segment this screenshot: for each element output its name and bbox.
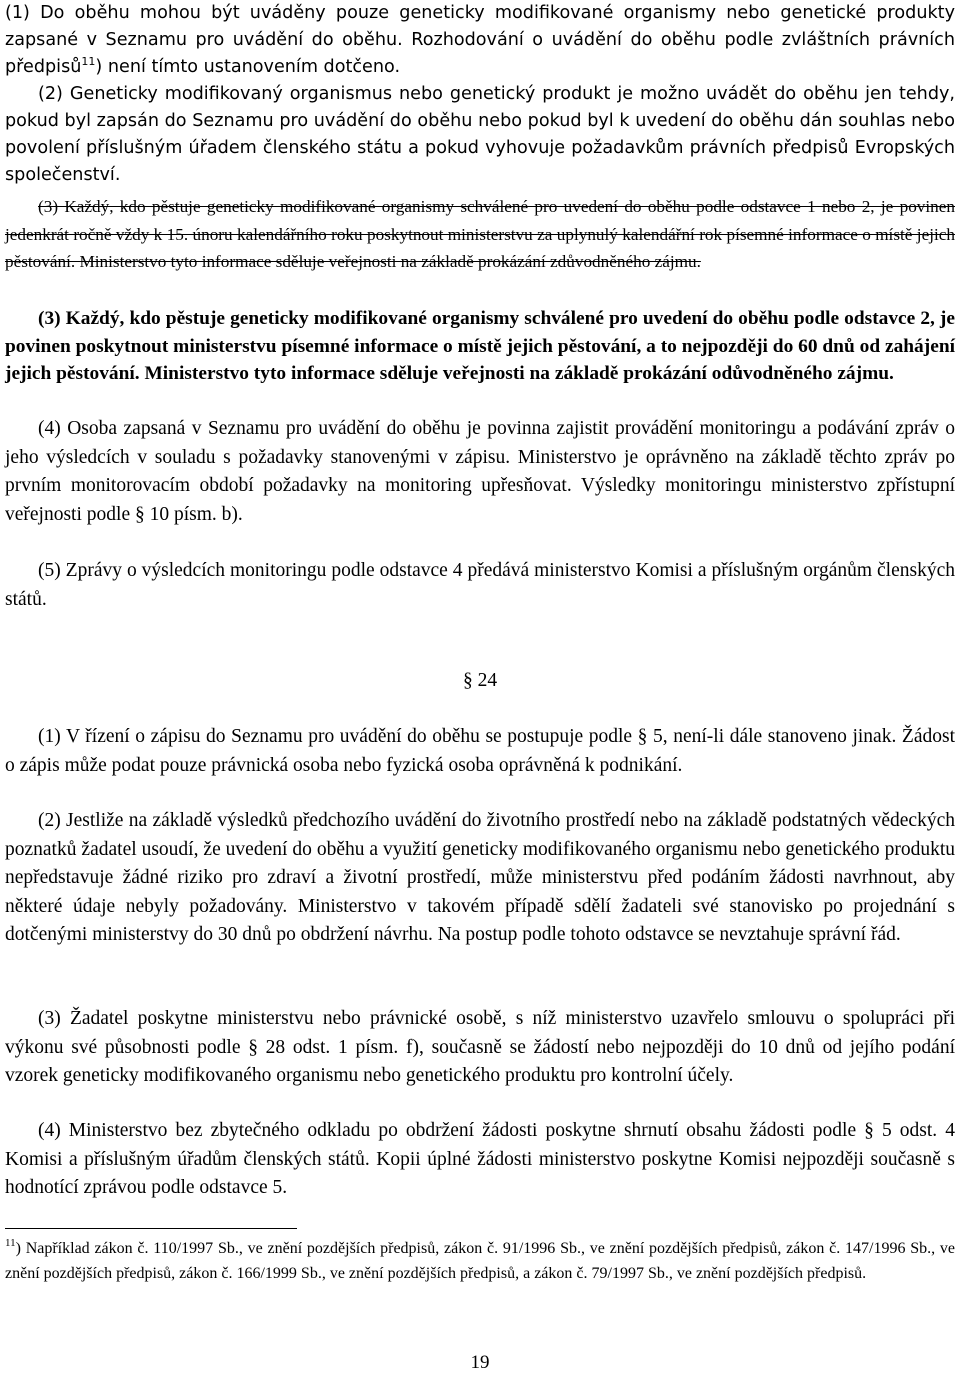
footnote xyxy=(5,1237,955,1286)
section-paragraph-2: (2) Jestliže na základě výsledků předchozího uvádění do životního prostředí nebo na základě podstatných vědeckých poznatků žadatel usoudí, že uvedení do oběhu a využití geneticky modifikovaného organismu nebo genetického produktu nepředstavuje žádné riziko pro zdraví a životní prostředí, může ministerstvu před podáním žádosti navrhnout, aby některé údaje nebyly požadovány. Ministerstvo v takovém případě sdělí žadateli své stanovisko po projednání s dotčenými ministerstvy do 30 dnů po obdržení návrhu. Na postup podle tohoto odstavce se nevztahuje správní řád. xyxy=(5,810,955,945)
paragraph-3-struck: (3) Každý, kdo pěstuje geneticky modifikované organismy schválené pro uvedení do oběhu podle odstavce 1 nebo 2, je povinen jedenkrát ročně vždy k 15. únoru kalendářního roku poskytnout ministerstvu za uplynulý kalendářní rok písemné informace o místě jejich pěstování. Ministerstvo tyto informace sděluje veřejnosti na základě prokázání zdůvodněného zájmu. xyxy=(5,197,955,271)
section-paragraph-3: (3) Žadatel poskytne ministerstvu nebo právnické osobě, s níž ministerstvo uzavřelo smlouvu o spolupráci při výkonu své působnosti podle § 28 odst. 1 písm. f), současně se žádostí nebo nejpozději do 10 dnů od jejího podání vzorek geneticky modifikovaného organismu nebo genetického produktu pro kontrolní účely. xyxy=(5,1008,955,1086)
paragraph-4: (4) Osoba zapsaná v Seznamu pro uvádění do oběhu je povinna zajistit provádění monitoringu a podávání zpráv o jeho výsledcích v souladu s požadavky stanovenými v zápisu. Ministerstvo je oprávněno na základě těchto zpráv po prvním monitorovacím období požadavky na monitoring upřesňovat. Výsledky monitoringu ministerstvo zpřístupní veřejnosti podle § 10 písm. b). xyxy=(5,418,955,525)
paragraph-1-text: (1) Do oběhu mohou být uváděny pouze geneticky modifikované organismy nebo genetické produkty zapsané v Seznamu pro uvádění do oběhu. Rozhodování o uvádění do oběhu podle zvláštních právních předpisů xyxy=(5,3,955,77)
paragraph-3-amended: (3) Každý, kdo pěstuje geneticky modifikované organismy schválené pro uvedení do oběhu podle odstavce 2, je povinen poskytnout ministerstvu písemné informace o místě jejich pěstování, a to nejpozději do 60 dnů od zahájení jejich pěstování. Ministerstvo tyto informace sděluje veřejnosti na základě prokázání odůvodněného zájmu. xyxy=(5,308,955,384)
footnote-text: ) Například zákon č. 110/1997 Sb., ve znění pozdějších předpisů, zákon č. 91/1996 Sb., ve znění pozdějších předpisů, zákon č. 147/1996 Sb., ve znění pozdějších předpisů, zákon č. 166/1999 Sb., ve znění pozdějších předpisů, a zákon č. 79/1997 Sb., ve znění pozdějších předpisů. xyxy=(5,1240,955,1282)
footnote-separator xyxy=(5,1228,297,1229)
paragraph-2: (2) Geneticky modifikovaný organismus nebo genetický produkt je možno uvádět do oběhu jen tehdy, pokud byl zapsán do Seznamu pro uvádění do oběhu nebo pokud byl k uvedení do oběhu dán souhlas nebo povolení příslušným úřadem členského státu a pokud vyhovuje požadavkům právních předpisů Evropských společenství. xyxy=(5,84,955,185)
paragraph-5: (5) Zprávy o výsledcích monitoringu podle odstavce 4 předává ministerstvo Komisi a příslušným orgánům členských států. xyxy=(5,560,955,610)
page-number: 19 xyxy=(470,1352,490,1373)
paragraph-1 xyxy=(5,0,955,81)
section-heading: § 24 xyxy=(462,670,498,691)
footnote-reference: 11 xyxy=(81,55,96,68)
section-paragraph-1: (1) V řízení o zápisu do Seznamu pro uvádění do oběhu se postupuje podle § 5, není-li dále stanoveno jinak. Žádost o zápis může podat pouze právnická osoba nebo fyzická osoba oprávněná k podnikání. xyxy=(5,726,955,776)
footnote-mark: 11 xyxy=(5,1237,16,1249)
section-paragraph-4: (4) Ministerstvo bez zbytečného odkladu po obdržení žádosti poskytne shrnutí obsahu žádosti podle § 5 odst. 4 Komisi a příslušným úřadům členských států. Kopii úplné žádosti ministerstvo poskytne Komisi nejpozději současně s hodnotící zprávou podle odstavce 5. xyxy=(5,1120,955,1198)
paragraph-1-text-end: ) není tímto ustanovením dotčeno. xyxy=(95,57,401,77)
